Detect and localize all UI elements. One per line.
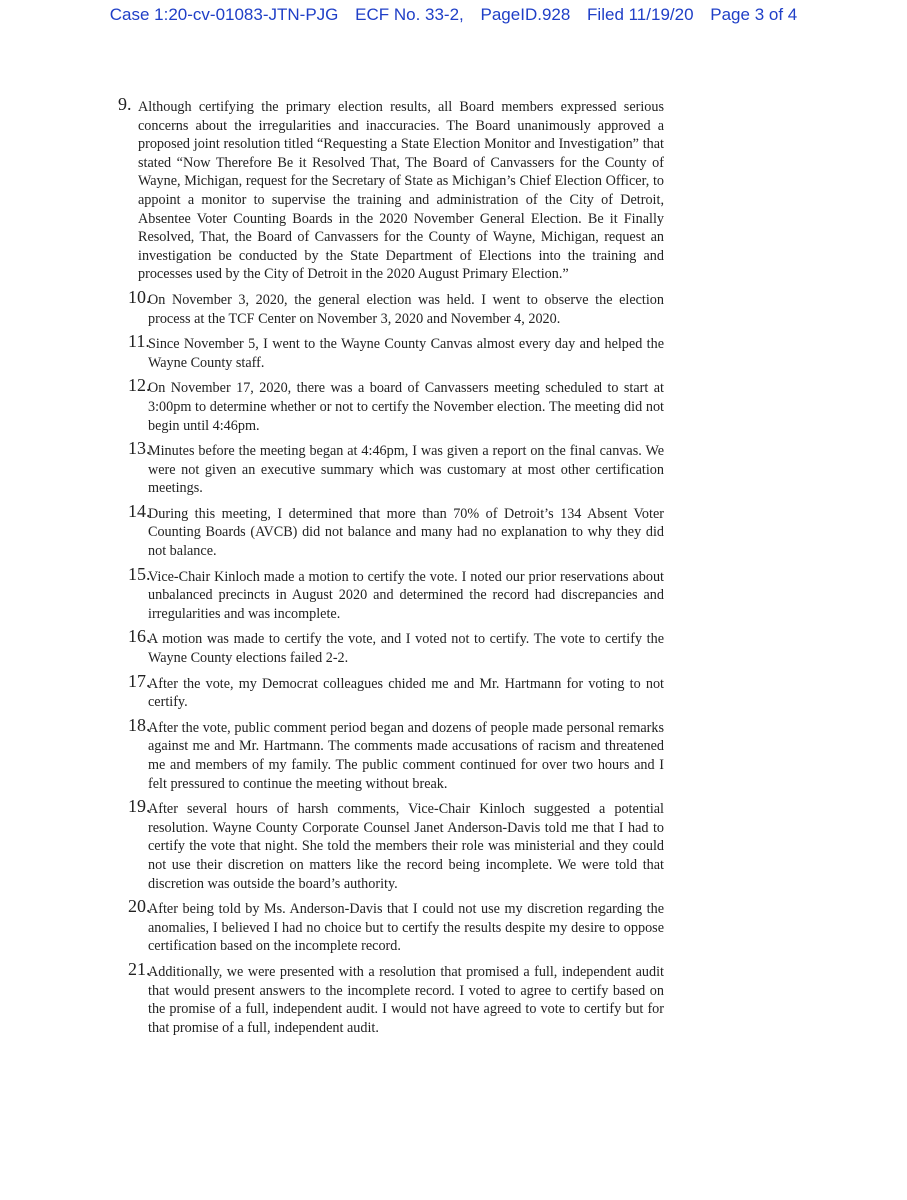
paragraph-number: 18. xyxy=(128,714,151,735)
paragraph-21 xyxy=(118,958,664,1037)
case-number: Case 1:20-cv-01083-JTN-PJG xyxy=(109,5,339,24)
paragraph-15 xyxy=(118,563,664,624)
paragraph-text: After being told by Ms. Anderson-Davis that I could not use my discretion regarding the anomalies, I believed I had no choice but to certify the results despite my desire to oppose certification based on the incomplete record. xyxy=(148,901,664,955)
ecf-number: ECF No. 33-2, xyxy=(355,5,464,24)
paragraph-number: 13. xyxy=(128,438,151,459)
paragraph-17 xyxy=(118,670,664,712)
paragraph-text: Although certifying the primary election results, all Board members expressed serious concerns about the irregularities and inaccuracies. The Board unanimously approved a proposed joint resolution titled “Requesting a State Election Monitor and Investigation” that stated “Now Therefore Be it Resolved That, The Board of Canvassers for the County of Wayne, Michigan, request for the Secretary of State as Michigan’s Chief Election Officer, to appoint a monitor to supervise the training and administration of the City of Detroit, Absentee Voter Counting Boards in the 2020 November General Election. Be it Finally Resolved, That, the Board of Canvassers for the County of Wayne, Michigan, request an investigation be conducted by the State Department of Elections into the training and processes used by the City of Detroit in the 2020 August Primary Election.” xyxy=(138,99,664,283)
paragraph-12 xyxy=(118,375,664,435)
case-header xyxy=(0,5,907,25)
paragraph-text: After the vote, my Democrat colleagues chided me and Mr. Hartmann for voting to not certify. xyxy=(148,675,664,711)
paragraph-19 xyxy=(118,796,664,893)
paragraph-text: After the vote, public comment period began and dozens of people made personal remarks against me and Mr. Hartmann. The comments made accusations of racism and threatened me and members of my family. The public comment continued for over two hours and I felt pressured to continue the meeting without break. xyxy=(148,719,664,792)
document-body xyxy=(118,94,664,1044)
page-number: Page 3 of 4 xyxy=(710,5,798,24)
paragraph-14 xyxy=(118,500,664,561)
paragraph-text: During this meeting, I determined that more than 70% of Detroit’s 134 Absent Voter Counting Boards (AVCB) did not balance and many had no explanation to why they did not balance. xyxy=(148,505,664,560)
paragraph-text: A motion was made to certify the vote, and I voted not to certify. The vote to certify the Wayne County elections failed 2-2. xyxy=(148,631,664,667)
paragraph-number: 20. xyxy=(128,896,151,917)
paragraph-18 xyxy=(118,714,664,793)
paragraph-number: 16. xyxy=(128,626,151,647)
paragraph-number: 10. xyxy=(128,286,151,307)
paragraph-text: After several hours of harsh comments, Vice-Chair Kinloch suggested a potential resolution. Wayne County Corporate Counsel Janet Anderson-Davis told me that I had to certify the vote that night. She told the members their role was ministerial and they could not use their discretion on matters like the record being incomplete. We were told that discretion was outside the board’s authority. xyxy=(148,801,664,892)
paragraph-text: Vice-Chair Kinloch made a motion to certify the vote. I noted our prior reservations about unbalanced precincts in August 2020 and determined the record had discrepancies and irregularities and was incomplete. xyxy=(148,568,664,622)
paragraph-16 xyxy=(118,626,664,667)
paragraph-text: Additionally, we were presented with a resolution that promised a full, independent audit that would present answers to the incomplete record. I voted to agree to certify based on the promise of a full, independent audit. I would not have agreed to vote to certify but for that promise of a full, independent audit. xyxy=(148,963,664,1036)
paragraph-number: 11. xyxy=(128,331,150,352)
paragraph-11 xyxy=(118,331,664,372)
paragraph-text: Since November 5, I went to the Wayne County Canvas almost every day and helped the Wayne County staff. xyxy=(148,336,664,371)
paragraph-text: On November 17, 2020, there was a board of Canvassers meeting scheduled to start at 3:00pm to determine whether or not to certify the November election. The meeting did not begin until 4:46pm. xyxy=(148,380,664,434)
paragraph-number: 19. xyxy=(128,796,151,817)
paragraph-number: 14. xyxy=(128,500,151,521)
paragraph-number: 21. xyxy=(128,958,151,979)
paragraph-10 xyxy=(118,286,664,328)
paragraph-number: 12. xyxy=(128,375,151,396)
paragraph-9 xyxy=(118,94,664,284)
paragraph-number: 15. xyxy=(128,563,151,584)
page-id: PageID.928 xyxy=(480,5,571,24)
paragraph-text: On November 3, 2020, the general election was held. I went to observe the election process at the TCF Center on November 3, 2020 and November 4, 2020. xyxy=(148,291,664,327)
paragraph-number: 17. xyxy=(128,670,151,691)
paragraph-13 xyxy=(118,438,664,498)
paragraph-text: Minutes before the meeting began at 4:46pm, I was given a report on the final canvas. We were not given an executive summary which was customary at most other certification meetings. xyxy=(148,443,664,497)
paragraph-20 xyxy=(118,896,664,956)
filed-date: Filed 11/19/20 xyxy=(587,5,694,24)
paragraph-number: 9. xyxy=(118,94,132,114)
